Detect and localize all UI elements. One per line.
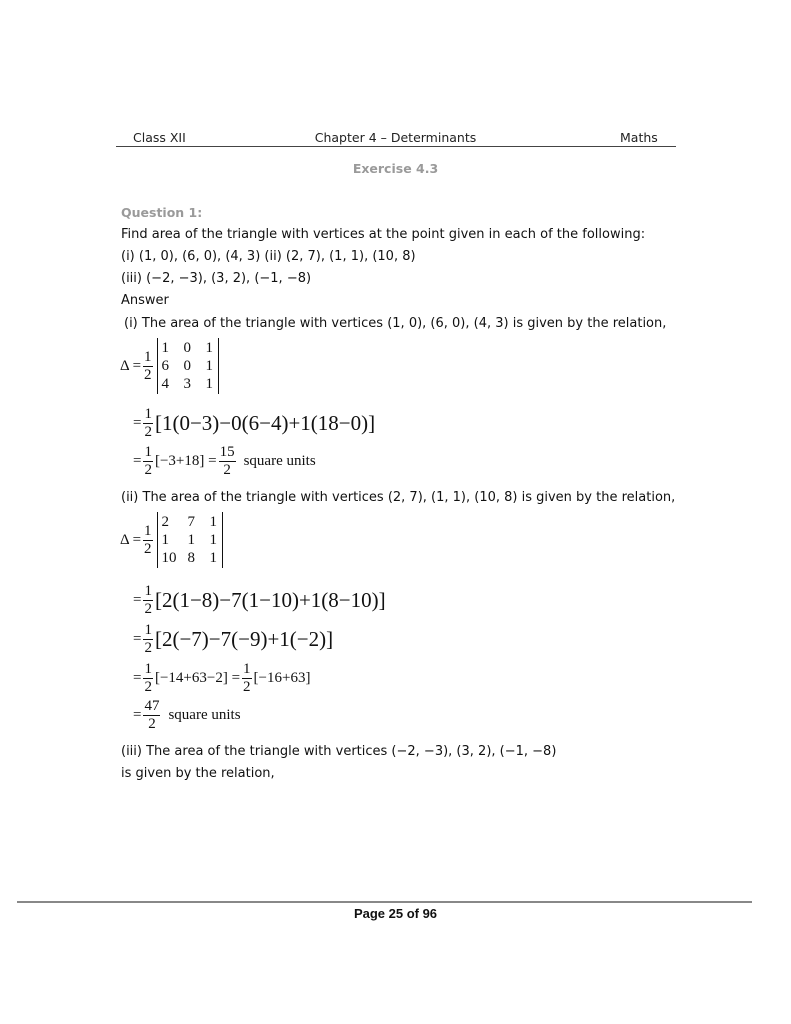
header-class: Class XII [133, 130, 186, 145]
question-parts-line1: (i) (1, 0), (6, 0), (4, 3) (ii) (2, 7), (1, 1), (10, 8) [121, 249, 416, 264]
matrix-3x3: 2 7 1 1 1 1 10 8 1 [157, 512, 223, 568]
part2-step3: = $\frac{1}{2}$ [−14+63−2] = $\frac{1}{2}$ [−16+63] [133, 661, 311, 695]
part3-intro-line1: (iii) The area of the triangle with vertices (−2, −3), (3, 2), (−1, −8) [121, 744, 557, 759]
part2-determinant: Δ = $\frac{1}{2}$ 2 7 1 1 1 1 10 8 1 [120, 512, 223, 568]
part3-intro-line2: is given by the relation, [121, 766, 275, 781]
footer-divider [17, 901, 752, 903]
question-label: Question 1: [121, 205, 203, 220]
header-chapter: Chapter 4 – Determinants [314, 130, 477, 145]
part2-step1: = $\frac{1}{2}$ [2(1−8)−7(1−10)+1(8−10)] [133, 583, 386, 617]
answer-label: Answer [121, 293, 169, 308]
part1-intro: (i) The area of the triangle with vertices (1, 0), (6, 0), (4, 3) is given by the relation, [124, 316, 667, 331]
exercise-title: Exercise 4.3 [352, 161, 439, 176]
part1-determinant [120, 338, 219, 394]
part2-result: = $\frac{47}{2}$ square units [133, 698, 241, 732]
header-divider [116, 146, 676, 147]
header-subject: Maths [620, 130, 658, 145]
part2-step2: = $\frac{1}{2}$ [2(−7)−7(−9)+1(−2)] [133, 622, 334, 656]
part1-step2: = $\frac{1}{2}$ [−3+18] = $\frac{15}{2}$ square units [133, 444, 316, 478]
delta-symbol: Δ = [120, 531, 142, 548]
page-number: Page 25 of 96 [353, 906, 438, 921]
matrix-3x3: 1 0 1 6 0 1 4 3 1 [157, 338, 219, 394]
half-fraction: $\frac{1}{2}$ [144, 348, 152, 383]
delta-symbol: Δ = [120, 357, 142, 374]
question-parts-line2: (iii) (−2, −3), (3, 2), (−1, −8) [121, 271, 312, 286]
part2-intro: (ii) The area of the triangle with vertices (2, 7), (1, 1), (10, 8) is given by the relation, [121, 490, 676, 505]
question-text: Find area of the triangle with vertices at the point given in each of the following: [121, 227, 646, 242]
part1-step1: = $\frac{1}{2}$ [1(0−3)−0(6−4)+1(18−0)] [133, 406, 376, 440]
